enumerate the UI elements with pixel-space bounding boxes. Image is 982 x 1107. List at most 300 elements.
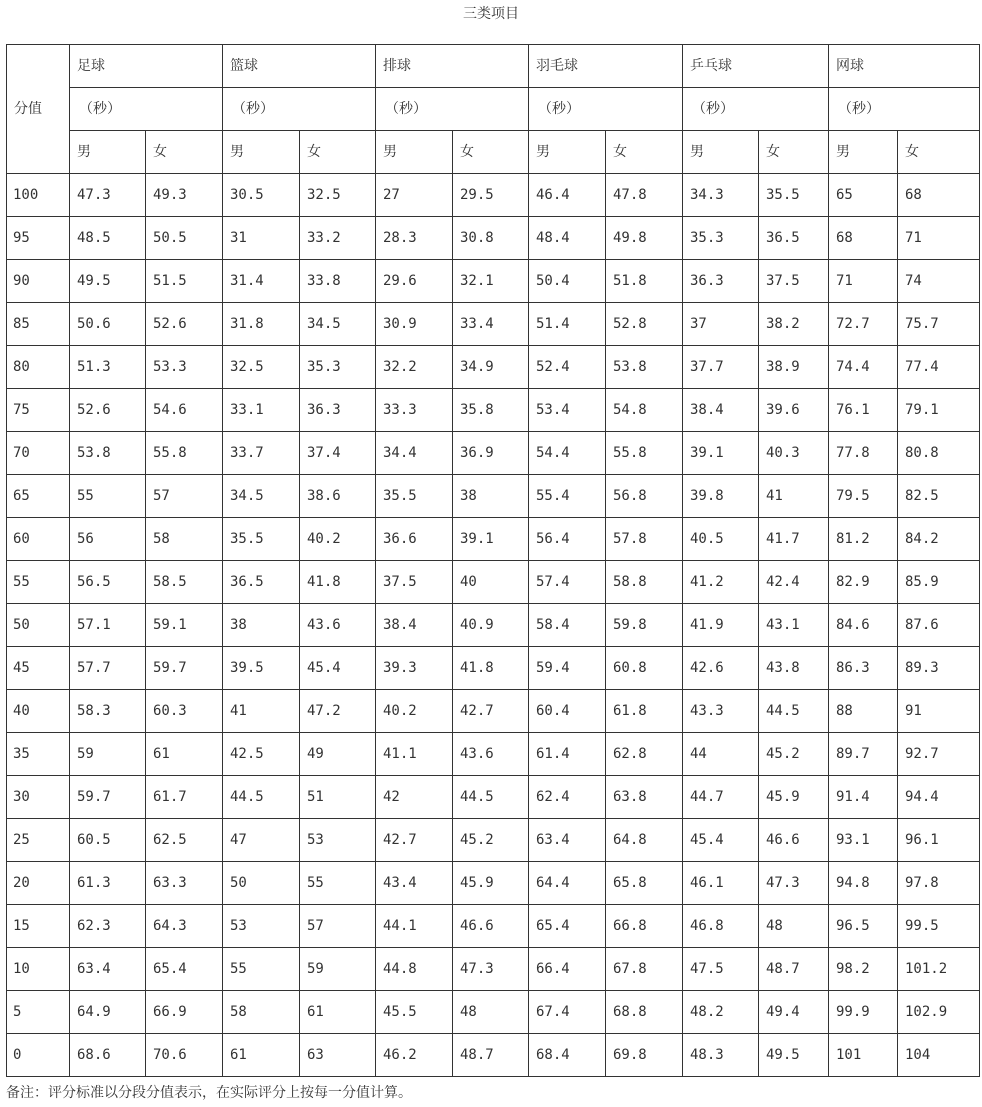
time-value-cell: 45.4 — [683, 819, 759, 862]
time-value-cell: 47.2 — [300, 690, 376, 733]
time-value-cell: 30.9 — [376, 303, 453, 346]
time-value-cell: 65.4 — [529, 905, 606, 948]
time-value-cell: 64.4 — [529, 862, 606, 905]
score-value-cell: 70 — [7, 432, 70, 475]
time-value-cell: 57.1 — [70, 604, 146, 647]
time-value-cell: 58.5 — [146, 561, 223, 604]
time-value-cell: 49.8 — [606, 217, 683, 260]
time-value-cell: 101.2 — [898, 948, 980, 991]
time-value-cell: 60.3 — [146, 690, 223, 733]
time-value-cell: 76.1 — [829, 389, 898, 432]
time-value-cell: 59 — [70, 733, 146, 776]
time-value-cell: 30.8 — [453, 217, 529, 260]
table-row — [7, 1034, 980, 1077]
time-value-cell: 54.6 — [146, 389, 223, 432]
time-value-cell: 34.5 — [223, 475, 300, 518]
time-value-cell: 55.4 — [529, 475, 606, 518]
time-value-cell: 41.9 — [683, 604, 759, 647]
score-value-cell: 30 — [7, 776, 70, 819]
time-value-cell: 27 — [376, 174, 453, 217]
time-value-cell: 38.6 — [300, 475, 376, 518]
time-value-cell: 33.4 — [453, 303, 529, 346]
time-value-cell: 48.3 — [683, 1034, 759, 1077]
time-value-cell: 74 — [898, 260, 980, 303]
gender-female-tennis: 女 — [898, 131, 980, 174]
time-value-cell: 57.8 — [606, 518, 683, 561]
table-row — [7, 346, 980, 389]
time-value-cell: 41.2 — [683, 561, 759, 604]
table-row — [7, 948, 980, 991]
time-value-cell: 71 — [829, 260, 898, 303]
time-value-cell: 97.8 — [898, 862, 980, 905]
time-value-cell: 48 — [453, 991, 529, 1034]
time-value-cell: 89.3 — [898, 647, 980, 690]
time-value-cell: 49.5 — [70, 260, 146, 303]
time-value-cell: 47 — [223, 819, 300, 862]
time-value-cell: 42 — [376, 776, 453, 819]
time-value-cell: 40.2 — [376, 690, 453, 733]
time-value-cell: 38.4 — [376, 604, 453, 647]
time-value-cell: 40 — [453, 561, 529, 604]
time-value-cell: 41.8 — [300, 561, 376, 604]
time-value-cell: 64.3 — [146, 905, 223, 948]
time-value-cell: 56.8 — [606, 475, 683, 518]
time-value-cell: 45.9 — [759, 776, 829, 819]
time-value-cell: 72.7 — [829, 303, 898, 346]
time-value-cell: 84.6 — [829, 604, 898, 647]
time-value-cell: 44.8 — [376, 948, 453, 991]
time-value-cell: 54.4 — [529, 432, 606, 475]
score-value-cell: 50 — [7, 604, 70, 647]
time-value-cell: 29.6 — [376, 260, 453, 303]
time-value-cell: 36.5 — [759, 217, 829, 260]
time-value-cell: 31 — [223, 217, 300, 260]
time-value-cell: 59.7 — [146, 647, 223, 690]
time-value-cell: 47.3 — [759, 862, 829, 905]
time-value-cell: 55.8 — [146, 432, 223, 475]
time-value-cell: 61.8 — [606, 690, 683, 733]
time-value-cell: 32.5 — [300, 174, 376, 217]
time-value-cell: 99.5 — [898, 905, 980, 948]
time-value-cell: 55.8 — [606, 432, 683, 475]
time-value-cell: 65.4 — [146, 948, 223, 991]
score-value-cell: 75 — [7, 389, 70, 432]
time-value-cell: 77.4 — [898, 346, 980, 389]
time-value-cell: 63 — [300, 1034, 376, 1077]
time-value-cell: 62.4 — [529, 776, 606, 819]
time-value-cell: 44 — [683, 733, 759, 776]
gender-female-volleyball: 女 — [453, 131, 529, 174]
time-value-cell: 93.1 — [829, 819, 898, 862]
time-value-cell: 40.5 — [683, 518, 759, 561]
score-value-cell: 80 — [7, 346, 70, 389]
time-value-cell: 57 — [146, 475, 223, 518]
sport-header-table-tennis: 乒乓球 — [683, 45, 829, 88]
time-value-cell: 55 — [70, 475, 146, 518]
time-value-cell: 38.4 — [683, 389, 759, 432]
time-value-cell: 46.2 — [376, 1034, 453, 1077]
time-value-cell: 36.3 — [300, 389, 376, 432]
time-value-cell: 37 — [683, 303, 759, 346]
time-value-cell: 63.4 — [70, 948, 146, 991]
time-value-cell: 85.9 — [898, 561, 980, 604]
time-value-cell: 35.8 — [453, 389, 529, 432]
time-value-cell: 37.4 — [300, 432, 376, 475]
time-value-cell: 68.4 — [529, 1034, 606, 1077]
time-value-cell: 43.3 — [683, 690, 759, 733]
table-row — [7, 432, 980, 475]
unit-tennis: （秒） — [829, 88, 980, 131]
time-value-cell: 50.5 — [146, 217, 223, 260]
time-value-cell: 42.6 — [683, 647, 759, 690]
time-value-cell: 38.2 — [759, 303, 829, 346]
time-value-cell: 65 — [829, 174, 898, 217]
time-value-cell: 74.4 — [829, 346, 898, 389]
table-row — [7, 690, 980, 733]
time-value-cell: 34.3 — [683, 174, 759, 217]
time-value-cell: 50.6 — [70, 303, 146, 346]
time-value-cell: 34.9 — [453, 346, 529, 389]
score-value-cell: 25 — [7, 819, 70, 862]
time-value-cell: 59.8 — [606, 604, 683, 647]
time-value-cell: 32.5 — [223, 346, 300, 389]
time-value-cell: 32.2 — [376, 346, 453, 389]
time-value-cell: 63.3 — [146, 862, 223, 905]
time-value-cell: 39.8 — [683, 475, 759, 518]
time-value-cell: 58.8 — [606, 561, 683, 604]
time-value-cell: 59.4 — [529, 647, 606, 690]
time-value-cell: 43.6 — [300, 604, 376, 647]
time-value-cell: 49.3 — [146, 174, 223, 217]
time-value-cell: 43.1 — [759, 604, 829, 647]
time-value-cell: 57 — [300, 905, 376, 948]
time-value-cell: 59.1 — [146, 604, 223, 647]
time-value-cell: 66.8 — [606, 905, 683, 948]
time-value-cell: 35.5 — [223, 518, 300, 561]
time-value-cell: 71 — [898, 217, 980, 260]
time-value-cell: 45.5 — [376, 991, 453, 1034]
score-value-cell: 10 — [7, 948, 70, 991]
score-value-cell: 0 — [7, 1034, 70, 1077]
time-value-cell: 33.2 — [300, 217, 376, 260]
table-row — [7, 260, 980, 303]
gender-male-football: 男 — [70, 131, 146, 174]
time-value-cell: 86.3 — [829, 647, 898, 690]
gender-male-table-tennis: 男 — [683, 131, 759, 174]
time-value-cell: 39.1 — [683, 432, 759, 475]
score-value-cell: 20 — [7, 862, 70, 905]
time-value-cell: 64.9 — [70, 991, 146, 1034]
time-value-cell: 102.9 — [898, 991, 980, 1034]
time-value-cell: 46.4 — [529, 174, 606, 217]
time-value-cell: 75.7 — [898, 303, 980, 346]
time-value-cell: 79.5 — [829, 475, 898, 518]
time-value-cell: 53.3 — [146, 346, 223, 389]
score-value-cell: 60 — [7, 518, 70, 561]
table-row — [7, 303, 980, 346]
time-value-cell: 88 — [829, 690, 898, 733]
time-value-cell: 94.4 — [898, 776, 980, 819]
time-value-cell: 52.8 — [606, 303, 683, 346]
time-value-cell: 61.4 — [529, 733, 606, 776]
score-value-cell: 85 — [7, 303, 70, 346]
score-value-cell: 65 — [7, 475, 70, 518]
time-value-cell: 37.5 — [759, 260, 829, 303]
time-value-cell: 60.8 — [606, 647, 683, 690]
table-row — [7, 389, 980, 432]
time-value-cell: 54.8 — [606, 389, 683, 432]
time-value-cell: 52.4 — [529, 346, 606, 389]
time-value-cell: 49.5 — [759, 1034, 829, 1077]
time-value-cell: 33.8 — [300, 260, 376, 303]
score-value-cell: 100 — [7, 174, 70, 217]
time-value-cell: 31.8 — [223, 303, 300, 346]
table-row — [7, 905, 980, 948]
time-value-cell: 96.1 — [898, 819, 980, 862]
time-value-cell: 45.2 — [453, 819, 529, 862]
table-row — [7, 647, 980, 690]
time-value-cell: 47.3 — [70, 174, 146, 217]
time-value-cell: 41.8 — [453, 647, 529, 690]
time-value-cell: 44.5 — [223, 776, 300, 819]
time-value-cell: 68.8 — [606, 991, 683, 1034]
gender-male-volleyball: 男 — [376, 131, 453, 174]
time-value-cell: 77.8 — [829, 432, 898, 475]
time-value-cell: 53.8 — [70, 432, 146, 475]
time-value-cell: 64.8 — [606, 819, 683, 862]
time-value-cell: 55 — [223, 948, 300, 991]
time-value-cell: 39.1 — [453, 518, 529, 561]
time-value-cell: 62.5 — [146, 819, 223, 862]
sport-header-badminton: 羽毛球 — [529, 45, 683, 88]
time-value-cell: 58 — [223, 991, 300, 1034]
gender-male-badminton: 男 — [529, 131, 606, 174]
time-value-cell: 63.8 — [606, 776, 683, 819]
time-value-cell: 55 — [300, 862, 376, 905]
time-value-cell: 45.4 — [300, 647, 376, 690]
time-value-cell: 40.9 — [453, 604, 529, 647]
time-value-cell: 33.3 — [376, 389, 453, 432]
time-value-cell: 66.9 — [146, 991, 223, 1034]
time-value-cell: 35.5 — [759, 174, 829, 217]
time-value-cell: 35.5 — [376, 475, 453, 518]
time-value-cell: 47.8 — [606, 174, 683, 217]
scoring-table-body — [7, 45, 980, 1077]
time-value-cell: 57.7 — [70, 647, 146, 690]
table-row — [7, 475, 980, 518]
time-value-cell: 35.3 — [300, 346, 376, 389]
score-value-cell: 40 — [7, 690, 70, 733]
time-value-cell: 42.5 — [223, 733, 300, 776]
time-value-cell: 104 — [898, 1034, 980, 1077]
score-value-cell: 5 — [7, 991, 70, 1034]
gender-female-badminton: 女 — [606, 131, 683, 174]
time-value-cell: 57.4 — [529, 561, 606, 604]
time-value-cell: 38 — [453, 475, 529, 518]
score-value-cell: 15 — [7, 905, 70, 948]
time-value-cell: 34.4 — [376, 432, 453, 475]
time-value-cell: 41.1 — [376, 733, 453, 776]
time-value-cell: 30.5 — [223, 174, 300, 217]
time-value-cell: 40.3 — [759, 432, 829, 475]
time-value-cell: 68 — [898, 174, 980, 217]
time-value-cell: 66.4 — [529, 948, 606, 991]
time-value-cell: 46.1 — [683, 862, 759, 905]
time-value-cell: 50 — [223, 862, 300, 905]
time-value-cell: 44.7 — [683, 776, 759, 819]
time-value-cell: 36.3 — [683, 260, 759, 303]
time-value-cell: 46.6 — [453, 905, 529, 948]
time-value-cell: 52.6 — [70, 389, 146, 432]
score-value-cell: 90 — [7, 260, 70, 303]
time-value-cell: 49.4 — [759, 991, 829, 1034]
time-value-cell: 61 — [146, 733, 223, 776]
time-value-cell: 36.6 — [376, 518, 453, 561]
time-value-cell: 41 — [223, 690, 300, 733]
time-value-cell: 32.1 — [453, 260, 529, 303]
time-value-cell: 42.7 — [453, 690, 529, 733]
time-value-cell: 38 — [223, 604, 300, 647]
time-value-cell: 58.4 — [529, 604, 606, 647]
time-value-cell: 48.7 — [759, 948, 829, 991]
time-value-cell: 37.7 — [683, 346, 759, 389]
table-row — [7, 862, 980, 905]
time-value-cell: 65.8 — [606, 862, 683, 905]
time-value-cell: 47.3 — [453, 948, 529, 991]
score-value-cell: 45 — [7, 647, 70, 690]
time-value-cell: 47.5 — [683, 948, 759, 991]
time-value-cell: 84.2 — [898, 518, 980, 561]
time-value-cell: 51.3 — [70, 346, 146, 389]
score-column-header: 分值 — [7, 45, 70, 174]
time-value-cell: 60.5 — [70, 819, 146, 862]
time-value-cell: 87.6 — [898, 604, 980, 647]
time-value-cell: 51.5 — [146, 260, 223, 303]
sport-header-volleyball: 排球 — [376, 45, 529, 88]
time-value-cell: 43.4 — [376, 862, 453, 905]
time-value-cell: 45.9 — [453, 862, 529, 905]
time-value-cell: 56.4 — [529, 518, 606, 561]
gender-female-table-tennis: 女 — [759, 131, 829, 174]
time-value-cell: 61 — [300, 991, 376, 1034]
score-value-cell: 55 — [7, 561, 70, 604]
time-value-cell: 35.3 — [683, 217, 759, 260]
time-value-cell: 51.4 — [529, 303, 606, 346]
scoring-table — [6, 44, 980, 1077]
time-value-cell: 48.5 — [70, 217, 146, 260]
gender-male-tennis: 男 — [829, 131, 898, 174]
time-value-cell: 61 — [223, 1034, 300, 1077]
table-row — [7, 561, 980, 604]
time-value-cell: 62.8 — [606, 733, 683, 776]
time-value-cell: 39.3 — [376, 647, 453, 690]
time-value-cell: 81.2 — [829, 518, 898, 561]
table-row — [7, 217, 980, 260]
time-value-cell: 41.7 — [759, 518, 829, 561]
time-value-cell: 91 — [898, 690, 980, 733]
sport-header-basketball: 篮球 — [223, 45, 376, 88]
time-value-cell: 28.3 — [376, 217, 453, 260]
time-value-cell: 44.5 — [759, 690, 829, 733]
time-value-cell: 33.1 — [223, 389, 300, 432]
score-value-cell: 35 — [7, 733, 70, 776]
time-value-cell: 61.7 — [146, 776, 223, 819]
sport-header-football: 足球 — [70, 45, 223, 88]
time-value-cell: 58 — [146, 518, 223, 561]
header-row-sports — [7, 45, 980, 88]
time-value-cell: 38.9 — [759, 346, 829, 389]
sport-header-tennis: 网球 — [829, 45, 980, 88]
time-value-cell: 46.6 — [759, 819, 829, 862]
time-value-cell: 43.8 — [759, 647, 829, 690]
time-value-cell: 33.7 — [223, 432, 300, 475]
time-value-cell: 82.5 — [898, 475, 980, 518]
table-row — [7, 991, 980, 1034]
table-row — [7, 819, 980, 862]
time-value-cell: 101 — [829, 1034, 898, 1077]
time-value-cell: 37.5 — [376, 561, 453, 604]
time-value-cell: 61.3 — [70, 862, 146, 905]
time-value-cell: 92.7 — [898, 733, 980, 776]
time-value-cell: 39.6 — [759, 389, 829, 432]
time-value-cell: 44.1 — [376, 905, 453, 948]
table-row — [7, 604, 980, 647]
time-value-cell: 50.4 — [529, 260, 606, 303]
unit-table-tennis: （秒） — [683, 88, 829, 131]
time-value-cell: 43.6 — [453, 733, 529, 776]
time-value-cell: 98.2 — [829, 948, 898, 991]
time-value-cell: 94.8 — [829, 862, 898, 905]
time-value-cell: 53 — [223, 905, 300, 948]
time-value-cell: 29.5 — [453, 174, 529, 217]
time-value-cell: 40.2 — [300, 518, 376, 561]
time-value-cell: 62.3 — [70, 905, 146, 948]
time-value-cell: 58.3 — [70, 690, 146, 733]
time-value-cell: 59.7 — [70, 776, 146, 819]
time-value-cell: 79.1 — [898, 389, 980, 432]
time-value-cell: 36.5 — [223, 561, 300, 604]
unit-basketball: （秒） — [223, 88, 376, 131]
footnote: 备注：评分标准以分段分值表示，在实际评分上按每一分值计算。 — [6, 1085, 412, 1101]
gender-female-basketball: 女 — [300, 131, 376, 174]
time-value-cell: 60.4 — [529, 690, 606, 733]
time-value-cell: 44.5 — [453, 776, 529, 819]
time-value-cell: 67.8 — [606, 948, 683, 991]
time-value-cell: 80.8 — [898, 432, 980, 475]
table-title: 三类项目 — [463, 6, 519, 22]
time-value-cell: 39.5 — [223, 647, 300, 690]
time-value-cell: 45.2 — [759, 733, 829, 776]
table-row — [7, 174, 980, 217]
score-value-cell: 95 — [7, 217, 70, 260]
time-value-cell: 91.4 — [829, 776, 898, 819]
time-value-cell: 42.7 — [376, 819, 453, 862]
time-value-cell: 82.9 — [829, 561, 898, 604]
time-value-cell: 56 — [70, 518, 146, 561]
time-value-cell: 99.9 — [829, 991, 898, 1034]
time-value-cell: 48.7 — [453, 1034, 529, 1077]
time-value-cell: 41 — [759, 475, 829, 518]
table-row — [7, 518, 980, 561]
time-value-cell: 96.5 — [829, 905, 898, 948]
time-value-cell: 52.6 — [146, 303, 223, 346]
time-value-cell: 68 — [829, 217, 898, 260]
time-value-cell: 51.8 — [606, 260, 683, 303]
time-value-cell: 53.4 — [529, 389, 606, 432]
time-value-cell: 42.4 — [759, 561, 829, 604]
time-value-cell: 68.6 — [70, 1034, 146, 1077]
time-value-cell: 56.5 — [70, 561, 146, 604]
